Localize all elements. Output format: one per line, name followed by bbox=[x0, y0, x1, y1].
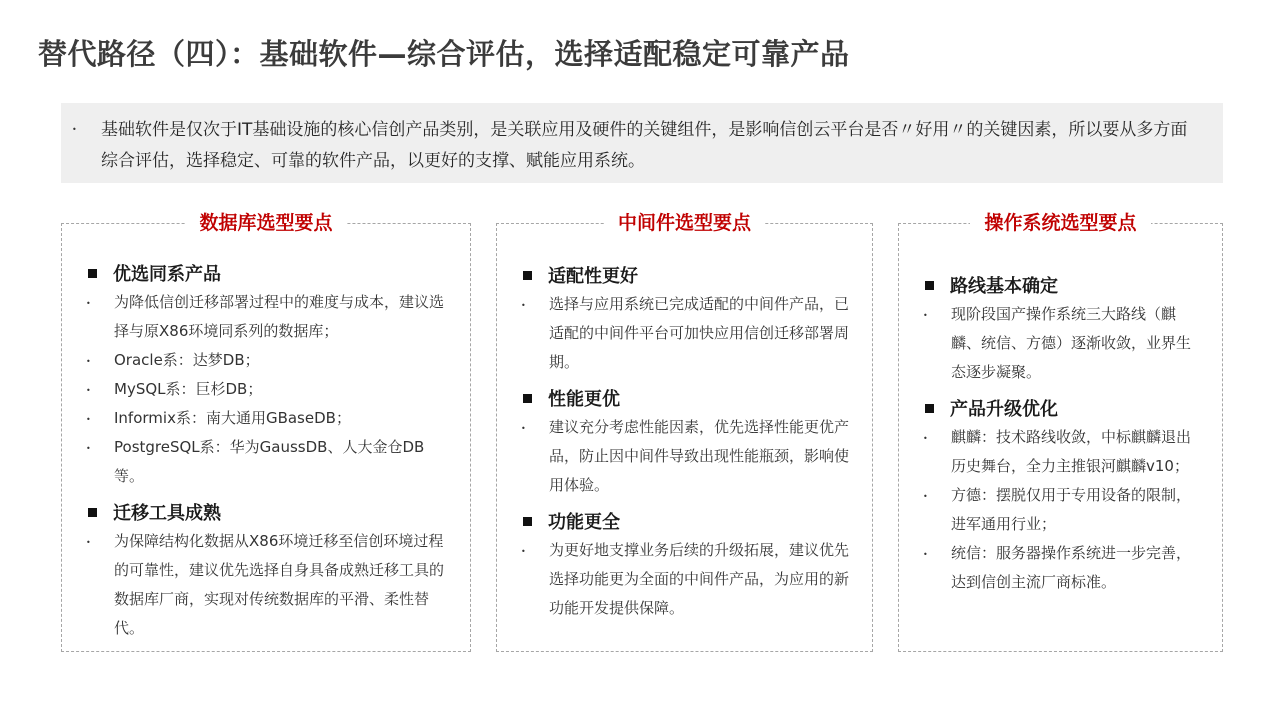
bullet: • bbox=[86, 299, 91, 308]
list-item-text: 方德：摆脱仅用于专用设备的限制，进军通用行业； bbox=[951, 486, 1192, 533]
list-item-text: MySQL系：巨杉DB； bbox=[114, 380, 263, 398]
section-title: 迁移工具成熟 bbox=[113, 503, 221, 524]
list-item bbox=[84, 346, 452, 375]
section-heading bbox=[519, 506, 854, 536]
list-item bbox=[84, 527, 452, 643]
bullet: • bbox=[923, 550, 928, 559]
card-heading: 操作系统选型要点 bbox=[970, 210, 1150, 236]
list-item bbox=[84, 375, 452, 404]
list-item-text: Informix系：南大通用GBaseDB； bbox=[114, 409, 351, 427]
list-item-text: 统信：服务器操作系统进一步完善，达到信创主流厂商标准。 bbox=[951, 544, 1192, 591]
section-title: 优选同系产品 bbox=[113, 264, 221, 285]
list-item bbox=[84, 288, 452, 346]
list-item-text: 建议充分考虑性能因素，优先选择性能更优产品，防止因中间件导致出现性能瓶颈，影响使用体验。 bbox=[549, 418, 850, 494]
card-heading: 数据库选型要点 bbox=[185, 210, 346, 236]
intro-text: 基础软件是仅次于IT基础设施的核心信创产品类别，是关联应用及硬件的关键组件，是影响信创云平台是否〃好用〃的关键因素，所以要从多方面综合评估，选择稳定、可靠的软件产品，以更好的支撑、赋能应用系统。 bbox=[101, 120, 1188, 171]
section bbox=[519, 383, 854, 500]
section-title: 产品升级优化 bbox=[950, 399, 1058, 420]
section bbox=[519, 260, 854, 377]
square-bullet-icon bbox=[88, 508, 97, 517]
section-heading bbox=[921, 270, 1204, 300]
section-title: 性能更优 bbox=[548, 389, 620, 410]
section-title: 适配性更好 bbox=[548, 266, 638, 287]
section-heading bbox=[519, 383, 854, 413]
list-item bbox=[921, 300, 1204, 387]
bullet: • bbox=[86, 415, 91, 424]
section bbox=[519, 506, 854, 623]
list-item-text: 选择与应用系统已完成适配的中间件产品，已适配的中间件平台可加快应用信创迁移部署周期。 bbox=[549, 295, 850, 371]
card-body bbox=[921, 270, 1204, 603]
section-heading bbox=[84, 258, 452, 288]
list-item-text: 现阶段国产操作系统三大路线（麒麟、统信、方德）逐渐收敛，业界生态逐步凝聚。 bbox=[951, 305, 1192, 381]
bullet: • bbox=[72, 125, 77, 134]
section bbox=[921, 270, 1204, 387]
middleware-card bbox=[496, 212, 873, 652]
bullet: • bbox=[923, 311, 928, 320]
bullet: • bbox=[86, 538, 91, 547]
square-bullet-icon bbox=[925, 281, 934, 290]
section bbox=[84, 497, 452, 643]
section-title: 功能更全 bbox=[548, 512, 620, 533]
database-card bbox=[61, 212, 471, 652]
section bbox=[921, 393, 1204, 597]
section-heading bbox=[519, 260, 854, 290]
bullet: • bbox=[86, 386, 91, 395]
list-item-text: 为更好地支撑业务后续的升级拓展，建议优先选择功能更为全面的中间件产品，为应用的新功能开发提供保障。 bbox=[549, 541, 850, 617]
bullet: • bbox=[923, 434, 928, 443]
bullet: • bbox=[521, 547, 526, 556]
list-item bbox=[519, 536, 854, 623]
list-item bbox=[519, 413, 854, 500]
list-item-text: 麒麟：技术路线收敛，中标麒麟退出历史舞台，全力主推银河麒麟v10； bbox=[951, 428, 1192, 475]
square-bullet-icon bbox=[88, 269, 97, 278]
list-item-text: PostgreSQL系：华为GaussDB、人大金仓DB等。 bbox=[114, 438, 425, 485]
bullet: • bbox=[521, 301, 526, 310]
bullet: • bbox=[86, 444, 91, 453]
list-item-text: Oracle系：达梦DB； bbox=[114, 351, 260, 369]
card-body bbox=[84, 258, 452, 649]
square-bullet-icon bbox=[925, 404, 934, 413]
list-item-text: 为降低信创迁移部署过程中的难度与成本，建议选择与原X86环境同系列的数据库； bbox=[114, 293, 445, 340]
section-heading bbox=[84, 497, 452, 527]
list-item bbox=[519, 290, 854, 377]
list-item-text: 为保障结构化数据从X86环境迁移至信创环境过程的可靠性，建议优先选择自身具备成熟迁移工具的数据库厂商，实现对传统数据库的平滑、柔性替代。 bbox=[114, 532, 445, 637]
bullet: • bbox=[923, 492, 928, 501]
list-item bbox=[921, 481, 1204, 539]
bullet: • bbox=[521, 424, 526, 433]
os-card bbox=[898, 212, 1223, 652]
section-title: 路线基本确定 bbox=[950, 276, 1058, 297]
list-item bbox=[84, 433, 452, 491]
bullet: • bbox=[86, 357, 91, 366]
section-heading bbox=[921, 393, 1204, 423]
square-bullet-icon bbox=[523, 394, 532, 403]
page-title: 替代路径（四）：基础软件—综合评估，选择适配稳定可靠产品 bbox=[38, 37, 850, 71]
card-body bbox=[519, 260, 854, 629]
list-item bbox=[921, 423, 1204, 481]
card-heading: 中间件选型要点 bbox=[604, 210, 765, 236]
intro-box bbox=[61, 103, 1223, 183]
list-item bbox=[84, 404, 452, 433]
square-bullet-icon bbox=[523, 271, 532, 280]
list-item bbox=[921, 539, 1204, 597]
section bbox=[84, 258, 452, 491]
square-bullet-icon bbox=[523, 517, 532, 526]
